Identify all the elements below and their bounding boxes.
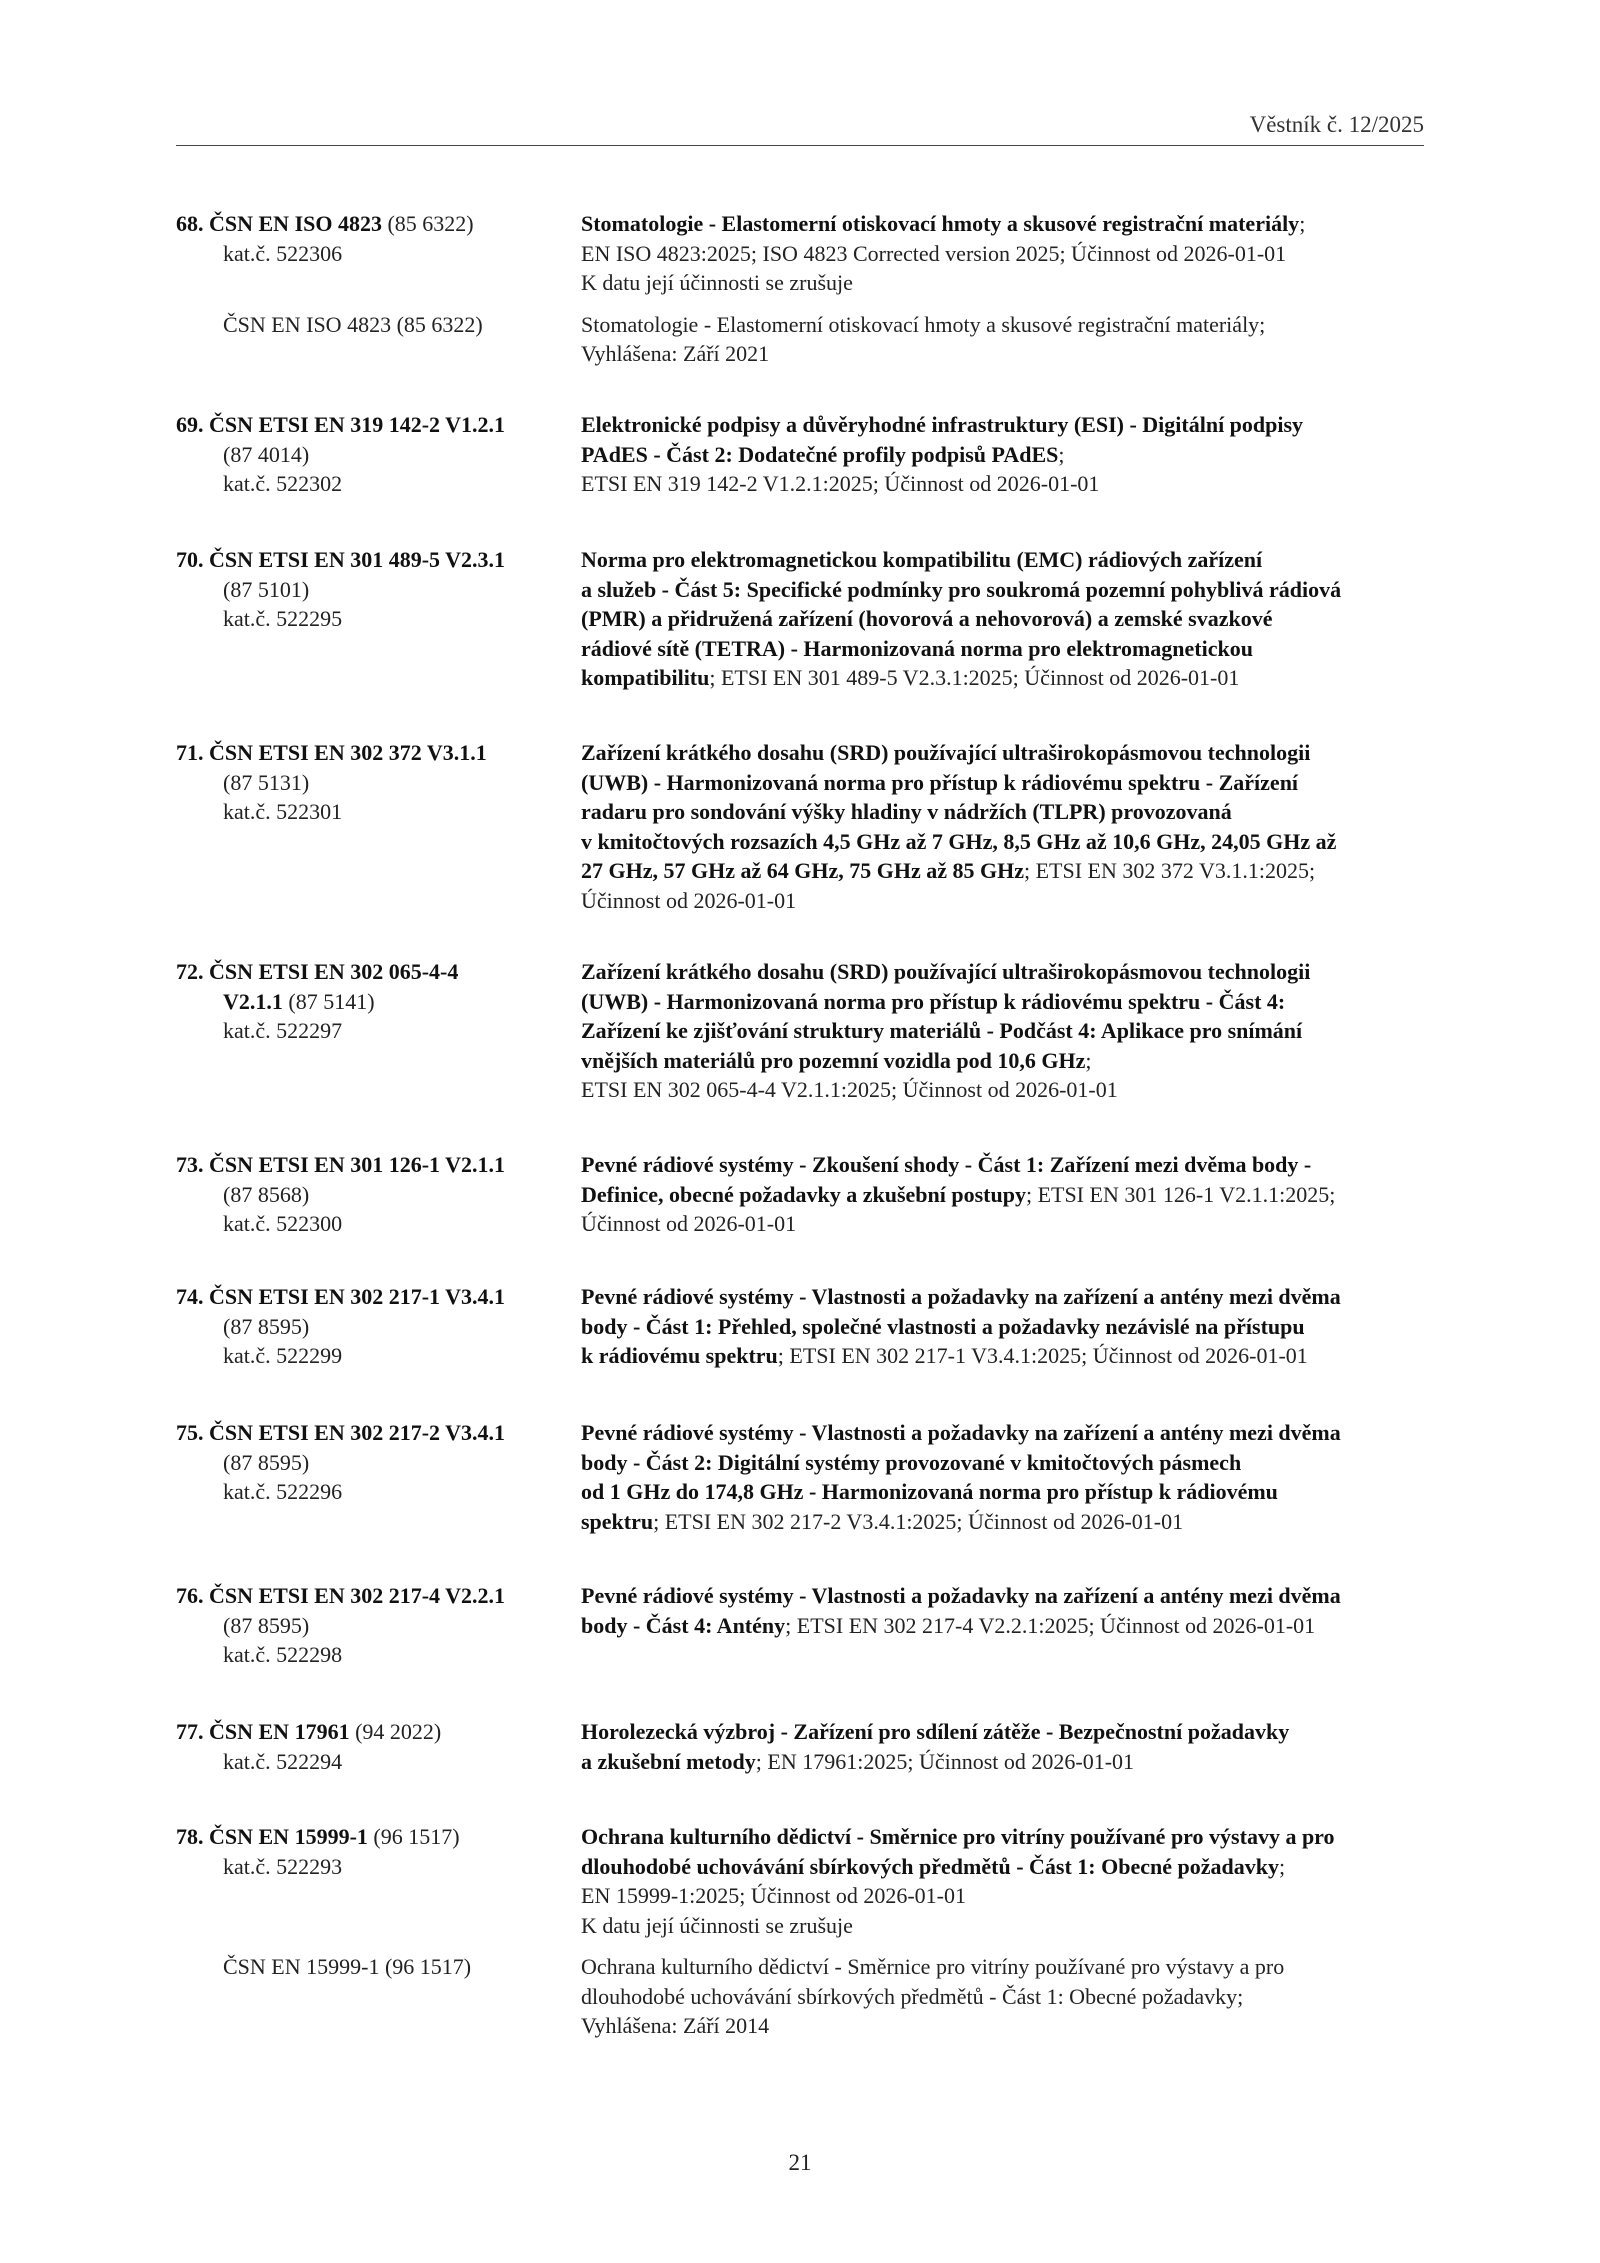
standard-title-line	[581, 1611, 1341, 1641]
standard-id	[176, 1822, 460, 1881]
replaced-id-line	[176, 310, 483, 340]
standard-id	[176, 1150, 505, 1239]
replaced-title-line	[581, 2011, 1284, 2041]
text: Účinnost od 2026-01-01	[581, 887, 797, 913]
standard-title	[581, 957, 1310, 1105]
text: ; EN 17961:2025; Účinnost od 2026-01-01	[755, 1748, 1135, 1774]
replaced-id	[176, 1952, 471, 1982]
standard-title	[581, 1418, 1341, 1536]
bold-text: Zařízení ke zjišťování struktury materiálů - Podčást 4: Aplikace pro snímání	[581, 1018, 1303, 1043]
bold-text: V2.1.1	[223, 988, 283, 1014]
standard-id-line	[176, 239, 474, 269]
text: (87 5101)	[223, 576, 310, 602]
header-divider	[176, 145, 1424, 146]
standard-title-line	[581, 856, 1336, 886]
standard-id-line	[176, 440, 505, 470]
standard-title-line	[581, 1418, 1341, 1448]
standard-title-line	[581, 239, 1305, 269]
bold-text: 74. ČSN ETSI EN 302 217-1 V3.4.1	[176, 1284, 506, 1309]
bold-text: 76. ČSN ETSI EN 302 217-4 V2.2.1	[176, 1583, 506, 1608]
standard-id	[176, 1282, 505, 1371]
text: K datu její účinnosti se zrušuje	[581, 270, 853, 295]
bold-text: PAdES - Část 2: Dodatečné profily podpisů PAdES	[581, 441, 1059, 467]
standard-id	[176, 738, 487, 827]
standard-id	[176, 410, 505, 499]
text: ČSN EN ISO 4823 (85 6322)	[223, 311, 483, 337]
text: (87 4014)	[223, 441, 310, 467]
standard-id	[176, 1418, 505, 1507]
replaced-title-line	[581, 310, 1265, 340]
standard-id-line	[176, 1477, 505, 1507]
bold-text: a zkušební metody	[581, 1748, 756, 1774]
standard-title	[581, 410, 1303, 499]
bold-text: Elektronické podpisy a důvěryhodné infrastruktury (ESI) - Digitální podpisy	[581, 412, 1304, 437]
standard-title-line	[581, 797, 1336, 827]
bold-text: vnějších materiálů pro pozemní vozidla pod 10,6 GHz	[581, 1047, 1086, 1073]
text: kat.č. 522293	[223, 1853, 343, 1879]
standard-id-line	[176, 1150, 505, 1180]
standard-title-line	[581, 575, 1341, 605]
text: (96 1517)	[367, 1824, 460, 1849]
text: ; ETSI EN 301 489-5 V2.3.1:2025; Účinnost od 2026-01-01	[709, 665, 1240, 690]
standard-id-line	[176, 604, 505, 634]
text: ETSI EN 302 065-4-4 V2.1.1:2025; Účinnost od 2026-01-01	[581, 1077, 1118, 1102]
text: (87 8595)	[223, 1313, 310, 1339]
standard-id-line	[176, 410, 505, 440]
text: (85 6322)	[381, 211, 474, 236]
standard-id-line	[176, 1852, 460, 1882]
text: kat.č. 522300	[223, 1211, 343, 1236]
standard-title-line	[581, 987, 1310, 1017]
standard-title-line	[581, 886, 1336, 916]
bold-text: 69. ČSN ETSI EN 319 142-2 V1.2.1	[176, 412, 506, 437]
text: K datu její účinnosti se zrušuje	[581, 1912, 853, 1938]
standard-title	[581, 1822, 1335, 1940]
standard-title-line	[581, 634, 1341, 664]
text: kat.č. 522294	[223, 1748, 343, 1774]
bold-text: Horolezecká výzbroj - Zařízení pro sdílení zátěže - Bezpečnostní požadavky	[581, 1719, 1290, 1744]
journal-header: Věstník č. 12/2025	[1249, 112, 1424, 137]
bold-text: 75. ČSN ETSI EN 302 217-2 V3.4.1	[176, 1420, 506, 1445]
standard-id	[176, 957, 458, 1046]
bold-text: body - Část 1: Přehled, společné vlastnosti a požadavky nezávislé na přístupu	[581, 1313, 1305, 1339]
standard-title	[581, 209, 1305, 298]
bold-text: (PMR) a přidružená zařízení (hovorová a nehovorová) a zemské svazkové	[581, 606, 1273, 631]
bold-text: dlouhodobé uchovávání sbírkových předmětů - Část 1: Obecné požadavky	[581, 1853, 1279, 1879]
standard-id	[176, 209, 474, 268]
text: ;	[1278, 1853, 1286, 1879]
text: EN 15999-1:2025; Účinnost od 2026-01-01	[581, 1883, 966, 1908]
standard-title-line	[581, 545, 1341, 575]
bold-text: radaru pro sondování výšky hladiny v nádržích (TLPR) provozovaná	[581, 799, 1232, 824]
standard-id-line	[176, 1611, 505, 1641]
text: kat.č. 522295	[223, 606, 343, 631]
standard-id-line	[176, 209, 474, 239]
standard-id-line	[176, 1209, 505, 1239]
standard-id-line	[176, 1418, 505, 1448]
standard-title-line	[581, 410, 1303, 440]
replaced-id	[176, 310, 483, 340]
standard-title-line	[581, 1312, 1341, 1342]
bold-text: Zařízení krátkého dosahu (SRD) používající ultraširokopásmovou technologii	[581, 959, 1311, 984]
standard-title-line	[581, 827, 1336, 857]
standard-id-line	[176, 987, 458, 1017]
text: kat.č. 522302	[223, 471, 343, 496]
text: ;	[1299, 211, 1306, 236]
text: kat.č. 522298	[223, 1642, 343, 1667]
standard-id-line	[176, 1640, 505, 1670]
bold-text: 78. ČSN EN 15999-1	[176, 1824, 368, 1849]
standard-title-line	[581, 1448, 1341, 1478]
bold-text: Pevné rádiové systémy - Vlastnosti a požadavky na zařízení a antény mezi dvěma	[581, 1420, 1341, 1445]
bold-text: Norma pro elektromagnetickou kompatibilitu (EMC) rádiových zařízení	[581, 547, 1263, 572]
text: (87 5141)	[282, 988, 375, 1014]
standard-id-line	[176, 1016, 458, 1046]
standard-id-line	[176, 768, 487, 798]
standard-id-line	[176, 1747, 441, 1777]
bold-text: spektru	[581, 1508, 654, 1534]
bold-text: 71. ČSN ETSI EN 302 372 V3.1.1	[176, 740, 487, 765]
standard-title-line	[581, 209, 1305, 239]
standard-title-line	[581, 1717, 1289, 1747]
bold-text: a služeb - Část 5: Specifické podmínky pro soukromá pozemní pohyblivá rádiová	[581, 576, 1342, 602]
standard-title	[581, 545, 1341, 693]
text: dlouhodobé uchovávání sbírkových předmětů - Část 1: Obecné požadavky;	[581, 1983, 1244, 2009]
bold-text: body - Část 2: Digitální systémy provozované v kmitočtových pásmech	[581, 1449, 1242, 1475]
text: kat.č. 522296	[223, 1479, 343, 1504]
page-number: 21	[788, 2150, 812, 2175]
bold-text: 72. ČSN ETSI EN 302 065-4-4	[176, 959, 459, 984]
text: Vyhlášena: Září 2014	[581, 2013, 770, 2038]
standard-title-line	[581, 1852, 1335, 1882]
standard-id	[176, 1717, 441, 1776]
standard-title-line	[581, 1581, 1341, 1611]
bold-text: 77. ČSN EN 17961	[176, 1719, 350, 1744]
standard-title-line	[581, 1209, 1335, 1239]
text: Vyhlášena: Září 2021	[581, 341, 770, 366]
bold-text: 73. ČSN ETSI EN 301 126-1 V2.1.1	[176, 1152, 506, 1177]
standard-id-line	[176, 469, 505, 499]
standard-title	[581, 1150, 1335, 1239]
standard-title-line	[581, 1341, 1341, 1371]
standard-id-line	[176, 1312, 505, 1342]
standard-title-line	[581, 1282, 1341, 1312]
bold-text: 68. ČSN EN ISO 4823	[176, 211, 382, 236]
text: kat.č. 522299	[223, 1343, 343, 1368]
text: (87 8595)	[223, 1612, 310, 1638]
standard-id-line	[176, 575, 505, 605]
standard-id-line	[176, 957, 458, 987]
standard-id-line	[176, 1717, 441, 1747]
text: ; ETSI EN 302 372 V3.1.1:2025;	[1023, 858, 1316, 883]
standard-id-line	[176, 1822, 460, 1852]
bold-text: body - Část 4: Antény	[581, 1612, 786, 1638]
standard-id-line	[176, 545, 505, 575]
standard-id	[176, 545, 505, 634]
text: Ochrana kulturního dědictví - Směrnice pro vitríny používané pro výstavy a pro	[581, 1954, 1285, 1979]
bold-text: v kmitočtových rozsazích 4,5 GHz až 7 GHz, 8,5 GHz až 10,6 GHz, 24,05 GHz až	[581, 828, 1337, 854]
text: kat.č. 522306	[223, 240, 343, 266]
text: Účinnost od 2026-01-01	[581, 1211, 797, 1236]
bold-text: Pevné rádiové systémy - Vlastnosti a požadavky na zařízení a antény mezi dvěma	[581, 1284, 1341, 1309]
replaced-title	[581, 1952, 1284, 2041]
standard-title-line	[581, 1180, 1335, 1210]
text: ; ETSI EN 301 126-1 V2.1.1:2025;	[1025, 1181, 1336, 1207]
standard-title-line	[581, 604, 1341, 634]
bold-text: (UWB) - Harmonizovaná norma pro přístup k rádiovému spektru - Zařízení	[581, 769, 1299, 795]
text: kat.č. 522301	[223, 799, 343, 824]
standard-title-line	[581, 1046, 1310, 1076]
standard-id-line	[176, 1581, 505, 1611]
standard-title-line	[581, 469, 1303, 499]
bold-text: od 1 GHz do 174,8 GHz - Harmonizovaná norma pro přístup k rádiovému	[581, 1479, 1278, 1504]
standard-title	[581, 1282, 1341, 1371]
standard-title-line	[581, 768, 1336, 798]
standard-title-line	[581, 957, 1310, 987]
replaced-title-line	[581, 1952, 1284, 1982]
text: (87 8568)	[223, 1181, 310, 1207]
bold-text: 27 GHz, 57 GHz až 64 GHz, 75 GHz až 85 GHz	[581, 858, 1024, 883]
standard-id	[176, 1581, 505, 1670]
standard-title-line	[581, 1477, 1341, 1507]
text: ; ETSI EN 302 217-4 V2.2.1:2025; Účinnost od 2026-01-01	[785, 1612, 1316, 1638]
text: ; ETSI EN 302 217-1 V3.4.1:2025; Účinnost od 2026-01-01	[777, 1343, 1308, 1368]
bold-text: k rádiovému spektru	[581, 1343, 778, 1368]
standard-title	[581, 1581, 1341, 1640]
standard-title-line	[581, 1881, 1335, 1911]
text: ETSI EN 319 142-2 V1.2.1:2025; Účinnost od 2026-01-01	[581, 471, 1100, 496]
bold-text: Stomatologie - Elastomerní otiskovací hmoty a skusové registrační materiály	[581, 211, 1300, 236]
bold-text: rádiové sítě (TETRA) - Harmonizovaná norma pro elektromagnetickou	[581, 635, 1253, 661]
text: (87 5131)	[223, 769, 310, 795]
standard-id-line	[176, 1282, 505, 1312]
standard-title-line	[581, 1507, 1341, 1537]
bold-text: 70. ČSN ETSI EN 301 489-5 V2.3.1	[176, 547, 506, 572]
standard-title-line	[581, 1150, 1335, 1180]
text: ;	[1058, 441, 1065, 467]
standard-title-line	[581, 440, 1303, 470]
standard-title-line	[581, 1747, 1289, 1777]
standard-id-line	[176, 1341, 505, 1371]
standard-title-line	[581, 663, 1341, 693]
text: ČSN EN 15999-1 (96 1517)	[223, 1954, 472, 1979]
text: (87 8595)	[223, 1449, 310, 1475]
standard-title-line	[581, 1911, 1335, 1941]
standard-id-line	[176, 797, 487, 827]
bold-text: Pevné rádiové systémy - Vlastnosti a požadavky na zařízení a antény mezi dvěma	[581, 1583, 1341, 1608]
standard-title-line	[581, 268, 1305, 298]
text: EN ISO 4823:2025; ISO 4823 Corrected version 2025; Účinnost od 2026-01-01	[581, 240, 1287, 266]
standard-id-line	[176, 1180, 505, 1210]
standard-id-line	[176, 738, 487, 768]
standard-title-line	[581, 738, 1336, 768]
standard-title	[581, 738, 1336, 915]
standard-title-line	[581, 1016, 1310, 1046]
replaced-title-line	[581, 339, 1265, 369]
standard-id-line	[176, 1448, 505, 1478]
bold-text: Ochrana kulturního dědictví - Směrnice pro vitríny používané pro výstavy a pro	[581, 1824, 1335, 1849]
standard-title	[581, 1717, 1289, 1776]
bold-text: Pevné rádiové systémy - Zkoušení shody - Část 1: Zařízení mezi dvěma body -	[581, 1152, 1312, 1177]
text: ; ETSI EN 302 217-2 V3.4.1:2025; Účinnost od 2026-01-01	[653, 1508, 1184, 1534]
text: Stomatologie - Elastomerní otiskovací hmoty a skusové registrační materiály;	[581, 311, 1266, 337]
standard-title-line	[581, 1075, 1310, 1105]
text: kat.č. 522297	[223, 1018, 343, 1043]
replaced-id-line	[176, 1952, 471, 1982]
bold-text: kompatibilitu	[581, 665, 710, 690]
bold-text: Definice, obecné požadavky a zkušební postupy	[581, 1181, 1026, 1207]
standard-title-line	[581, 1822, 1335, 1852]
bold-text: Zařízení krátkého dosahu (SRD) používající ultraširokopásmovou technologii	[581, 740, 1311, 765]
text: ;	[1085, 1047, 1092, 1073]
replaced-title	[581, 310, 1265, 369]
text: (94 2022)	[349, 1719, 442, 1744]
replaced-title-line	[581, 1982, 1284, 2012]
bold-text: (UWB) - Harmonizovaná norma pro přístup k rádiovému spektru - Část 4:	[581, 988, 1286, 1014]
